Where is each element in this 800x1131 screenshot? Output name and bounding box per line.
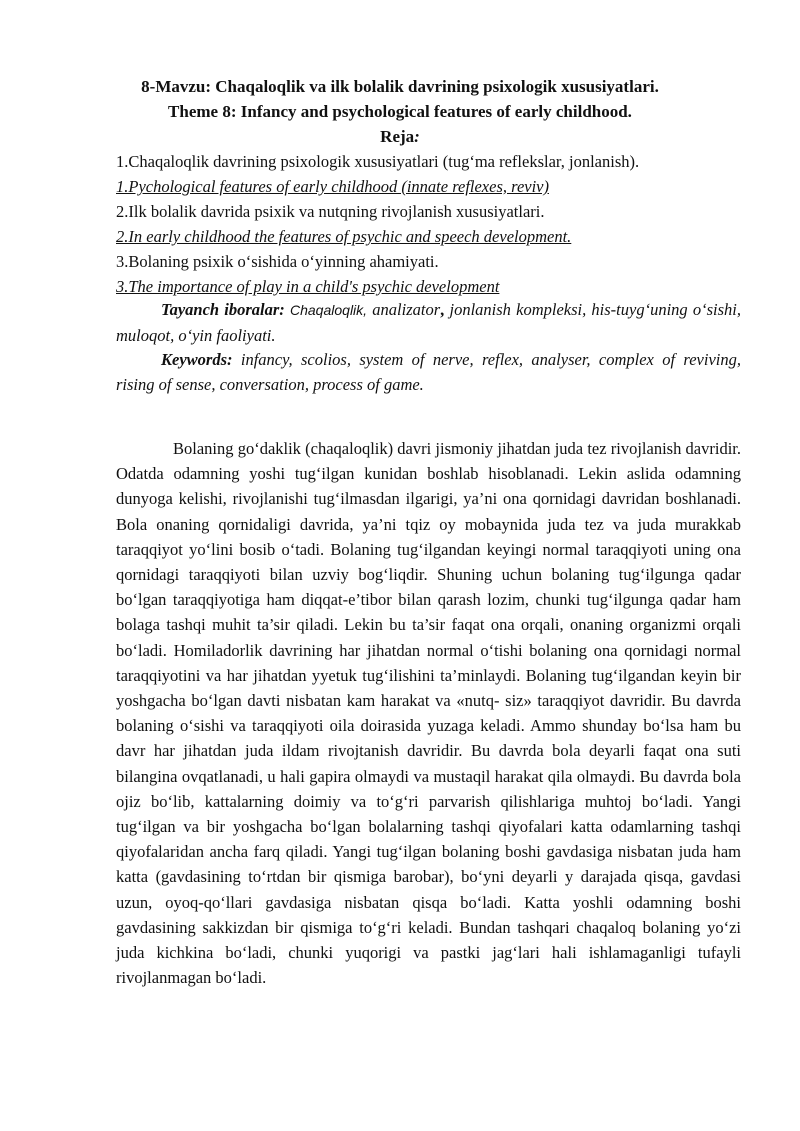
plan-heading-label: Reja <box>380 127 415 146</box>
keywords-uz-rest: jonlanish kompleksi, his-tuyg‘uning o‘sishi, muloqot, o‘yin faoliyati. <box>116 300 742 345</box>
keywords-en <box>116 347 741 397</box>
keywords-uz-term-1: Chaqaloqlik, <box>290 302 368 318</box>
topic-title-uz: 8-Mavzu: Chaqaloqlik va ilk bolalik davrining psixologik xususiyatlari. <box>141 77 659 96</box>
keywords-uz <box>116 297 741 348</box>
keywords-uz-term-2: analizator <box>372 300 441 319</box>
keywords-en-terms: infancy, scolios, system of nerve, reflex, analyser, complex of reviving, rising of sense, conversation, process of game. <box>116 350 741 394</box>
plan-heading-colon: : <box>414 127 420 146</box>
keywords-uz-term-2-comma: , <box>440 300 445 319</box>
plan-item-3-uz: 3.Bolaning psixik o‘sishida o‘yinning ahamiyati. <box>116 252 439 271</box>
plan-heading <box>0 125 800 149</box>
plan-item-1-uz: 1.Chaqaloqlik davrining psixologik xususiyatlari (tug‘ma reflekslar, jonlanish). <box>116 152 640 171</box>
keywords-uz-label: Tayanch iboralar: <box>161 300 285 319</box>
body-paragraph: Bolaning go‘daklik (chaqaloqlik) davri jismoniy jihatdan juda tez rivojlanish davridir. Odatda odamning yoshi tug‘ilgan kunidan boshlab hisoblanadi. Lekin aslida odamning dunyoga kelishi, rivojlanishi tug‘ilmasdan ilgarigi, ya’ni ona qornidagi davridan boshlanadi. Bola onaning qornidaligi davrida, ya’ni tqiz oy mobaynida juda tez va juda murakkab taraqqiyot yo‘lini bosib o‘tadi. Bolaning tug‘ilgandan keyingi normal taraqqiyoti uning ona qornidagi taraqqiyoti bilan uzviy bog‘liqdir. Shuning uchun bolaning tug‘ilgunga qadar bo‘lgan taraqqiyotiga ham diqqat-e’tibor bilan qarash lozim, chunki tug‘ilgunga qadar ham bolaga tashqi muhit ta’sir qiladi. Lekin bu ta’sir faqat ona orqali, onaning organizmi orqali bo‘ladi. Homiladorlik davrining har jihatdan normal o‘tishi bolaning ona qornidagi normal taraqqiyotini va har jihatdan yyetuk tug‘ilishini ta’minlaydi. Bolaning tug‘ilgandan keyin bir yoshgacha bo‘lgan davti nisbatan kam harakat va «nutq- siz» taraqqiyot davridir. Bu davrda bolaning o‘sishi va taraqqiyoti oila doirasida yuzaga keladi. Ammo shunday bo‘lsa ham bu davr har jihatdan juda ildam rivojtanish davridir. Bu davrda bola deyarli faqat ona suti bilangina ovqatlanadi, u hali gapira olmaydi va mustaqil harakat qila olmaydi. Bu davrda bola ojiz bo‘lib, kattalarning doimiy va to‘g‘ri parvarish qilishlariga muhtoj bo‘ladi. Yangi tug‘ilgan va bir yoshgacha bo‘lgan bolalarning tashqi qiyofalari katta odamlarning tashqi qiyofalaridan ancha farq qiladi. Yangi tug‘ilgan bolaning boshi gavdasiga nisbatan juda ham katta (gavdasining to‘rtdan bir qismiga barobar), bo‘yni deyarli y darajada qisqa, gavdasi uzun, oyoq-qo‘llari gavdasiga nisbatan qisqa bo‘ladi. Katta yoshli odamning boshi gavdasining sakkizdan bir qismiga to‘g‘ri keladi. Bundan tashqari chaqaloq bolaning yo‘zi juda kichkina bo‘ladi, chunki yuqorigi va pastki jag‘lari hali ishlamaganligi tufayli rivojlanmagan bo‘ladi. <box>116 439 741 988</box>
plan-item-2-uz: 2.Ilk bolalik davrida psixik va nutqning rivojlanish xususiyatlari. <box>116 202 545 221</box>
keywords-en-label: Keywords: <box>161 350 233 369</box>
plan-item-2-en: 2.In early childhood the features of psychic and speech development. <box>116 227 572 246</box>
topic-title-en: Theme 8: Infancy and psychological features of early childhood. <box>168 102 632 121</box>
plan-item-1-en: 1.Pychological features of early childhood (innate reflexes, reviv) <box>116 177 549 196</box>
plan-item-3-en: 3.The importance of play in a child's psychic development <box>116 277 500 296</box>
